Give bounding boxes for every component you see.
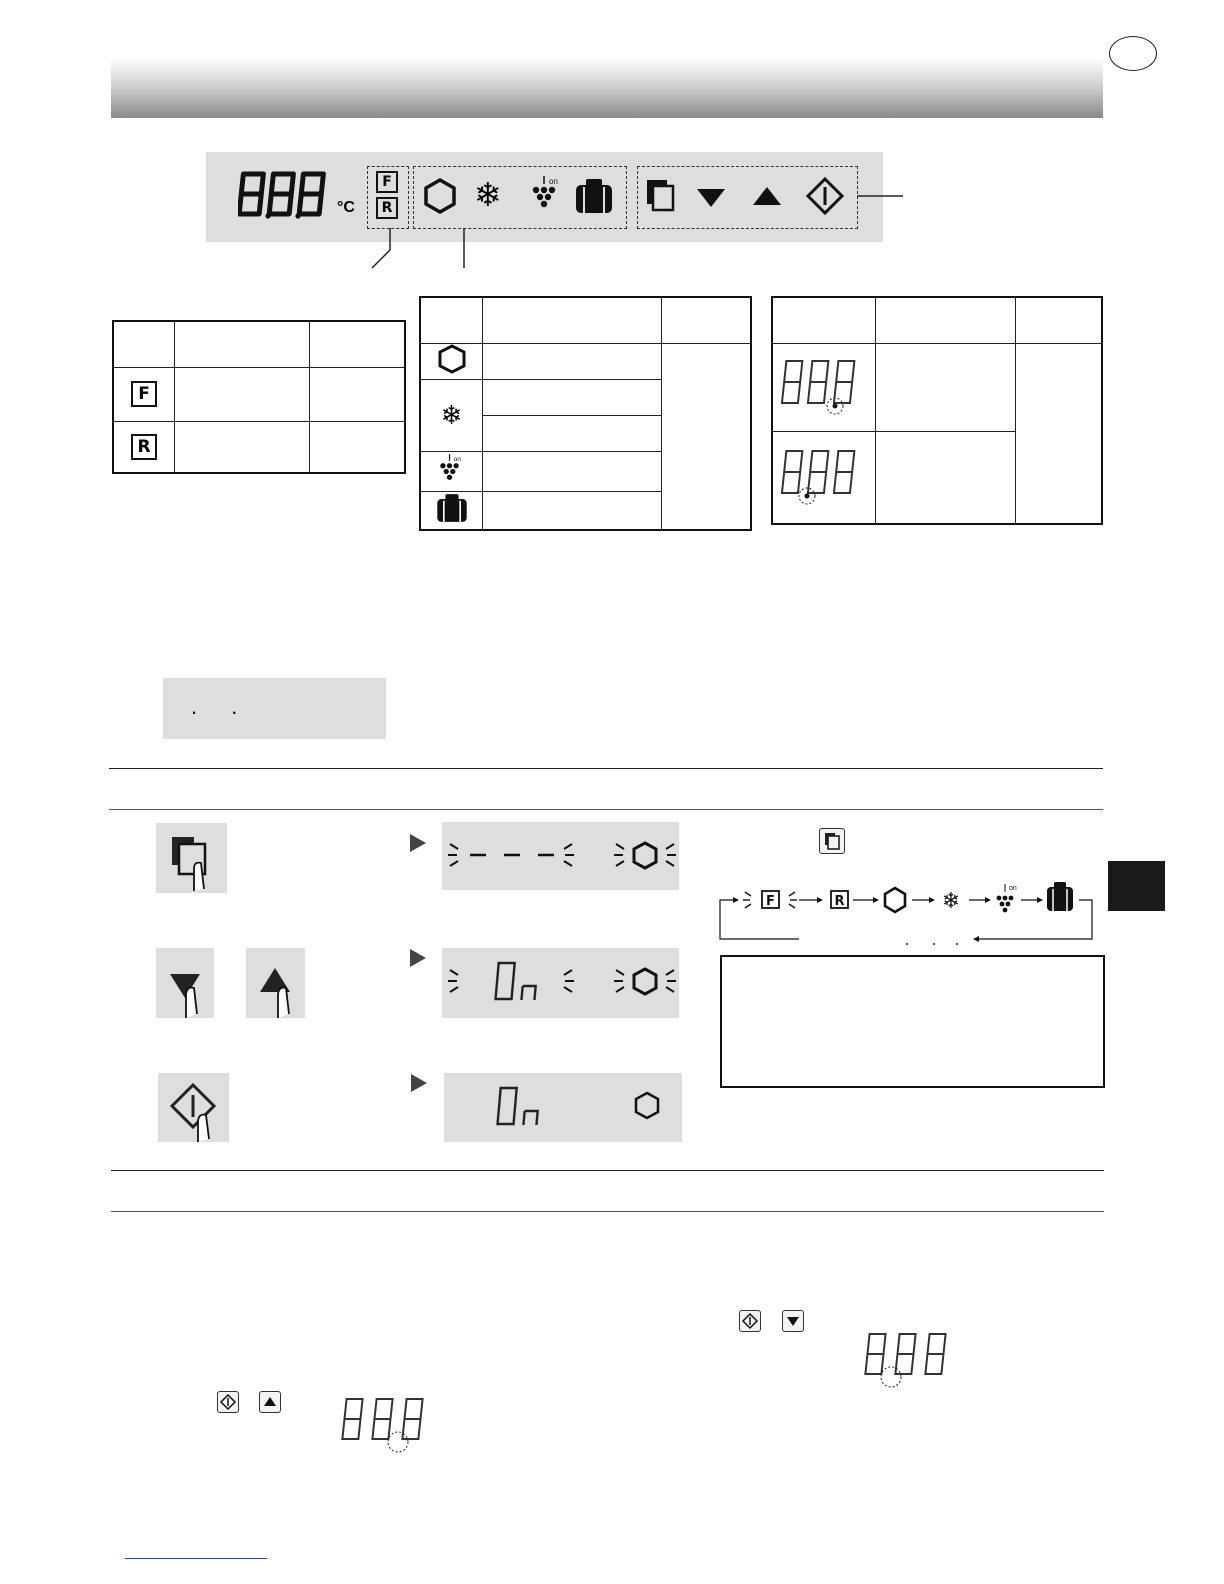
- digit-dot-left-icon: [779, 445, 869, 505]
- svg-text:on: on: [549, 177, 558, 186]
- section-rule: [111, 1211, 1104, 1212]
- section-rule: [109, 768, 1103, 769]
- note-box: [720, 955, 1105, 1088]
- digit-state-table: [771, 296, 1103, 525]
- language-badge: [1109, 36, 1157, 71]
- unit-label: °C: [337, 199, 355, 216]
- chapter-tab-marker: [1108, 861, 1165, 911]
- step2-display: [442, 948, 679, 1018]
- down-key-small-icon: [782, 1310, 804, 1332]
- mode-cycle-diagram: [715, 878, 1100, 948]
- fr-indicator-table: [112, 320, 406, 474]
- step2-arrow-icon: [410, 949, 426, 967]
- section-header-bar: [111, 58, 1103, 118]
- svg-text:on: on: [1009, 885, 1017, 892]
- grapes-on-icon: [438, 452, 466, 486]
- footer-link-underline[interactable]: [125, 1558, 267, 1559]
- svg-text:R: R: [834, 894, 845, 909]
- section-rule: [109, 809, 1103, 810]
- svg-text:❄: ❄: [941, 889, 961, 914]
- up-key-small-icon: [259, 1391, 281, 1413]
- power-key-image: [158, 1073, 229, 1142]
- f-indicator-icon: F: [376, 171, 398, 193]
- bottle-icon: [434, 492, 470, 524]
- function-table: [419, 296, 752, 531]
- f-box-icon: F: [131, 381, 157, 407]
- step3-display: [444, 1073, 682, 1142]
- r-box-icon: R: [131, 434, 157, 460]
- digits-dot-middle-icon: [337, 1395, 437, 1455]
- hexagon-icon: [438, 344, 466, 374]
- step3-arrow-icon: [411, 1074, 427, 1092]
- power-key-small-icon: [739, 1310, 761, 1332]
- r-indicator-icon: R: [376, 197, 398, 219]
- step1-arrow-icon: [410, 834, 426, 852]
- step1-display: [442, 822, 679, 890]
- down-key-image: [156, 948, 214, 1018]
- copy-key-small-icon: [819, 828, 845, 854]
- svg-text:F: F: [766, 894, 775, 909]
- step1-key-image: [156, 823, 227, 893]
- snowflake-icon: ❄: [474, 176, 502, 213]
- digits-dot-left-icon: [860, 1330, 960, 1390]
- power-key-small-icon: [217, 1391, 239, 1413]
- info-box-text: . .: [191, 694, 252, 719]
- section-rule: [111, 1170, 1104, 1171]
- digit-dot-right-icon: [779, 355, 869, 415]
- leader-lines: [360, 190, 920, 280]
- svg-text:on: on: [453, 455, 461, 463]
- up-key-image: [246, 948, 305, 1018]
- snowflake-icon: ❄: [440, 399, 463, 430]
